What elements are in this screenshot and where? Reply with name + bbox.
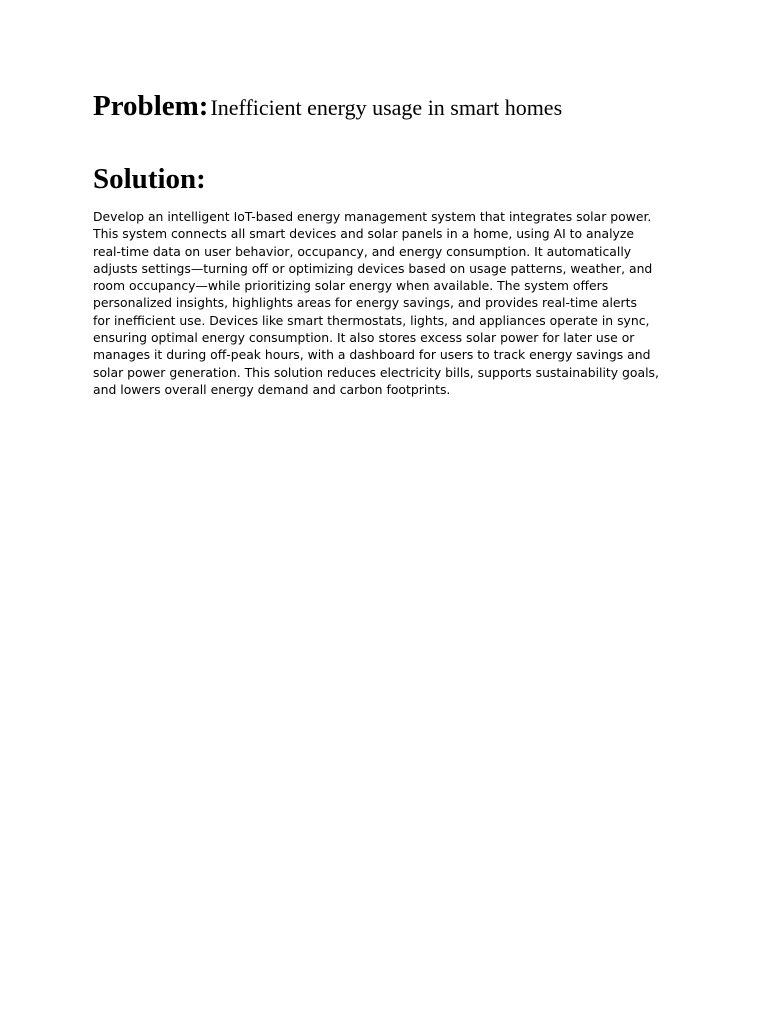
paragraph-line: for inefficient use. Devices like smart thermostats, lights, and appliances operate in sync, [93, 312, 650, 328]
paragraph-line: manages it during off-peak hours, with a dashboard for users to track energy savings and [93, 347, 651, 363]
problem-statement [93, 86, 562, 128]
problem-text: Inefficient energy usage in smart homes [210, 95, 563, 120]
paragraph-line: solar power generation. This solution reduces electricity bills, supports sustainability goals, [93, 364, 659, 380]
solution-heading: Solution: [93, 163, 206, 195]
paragraph-line: ensuring optimal energy consumption. It also stores excess solar power for later use or [93, 330, 635, 346]
paragraph-line: room occupancy—while prioritizing solar energy when available. The system offers [93, 278, 609, 294]
problem-heading: Problem: [93, 90, 209, 122]
paragraph-line: Develop an intelligent IoT-based energy management system that integrates solar power. [93, 209, 652, 224]
paragraph-line: and lowers overall energy demand and carbon footprints. [93, 381, 451, 397]
paragraph-line: real-time data on user behavior, occupancy, and energy consumption. It automatically [93, 243, 632, 259]
solution-paragraph [93, 208, 681, 398]
paragraph-line: adjusts settings—turning off or optimizing devices based on usage patterns, weather, and [93, 260, 653, 276]
paragraph-line: This system connects all smart devices and solar panels in a home, using AI to analyze [93, 226, 634, 242]
paragraph-line: personalized insights, highlights areas for energy savings, and provides real-time alerts [93, 295, 637, 311]
